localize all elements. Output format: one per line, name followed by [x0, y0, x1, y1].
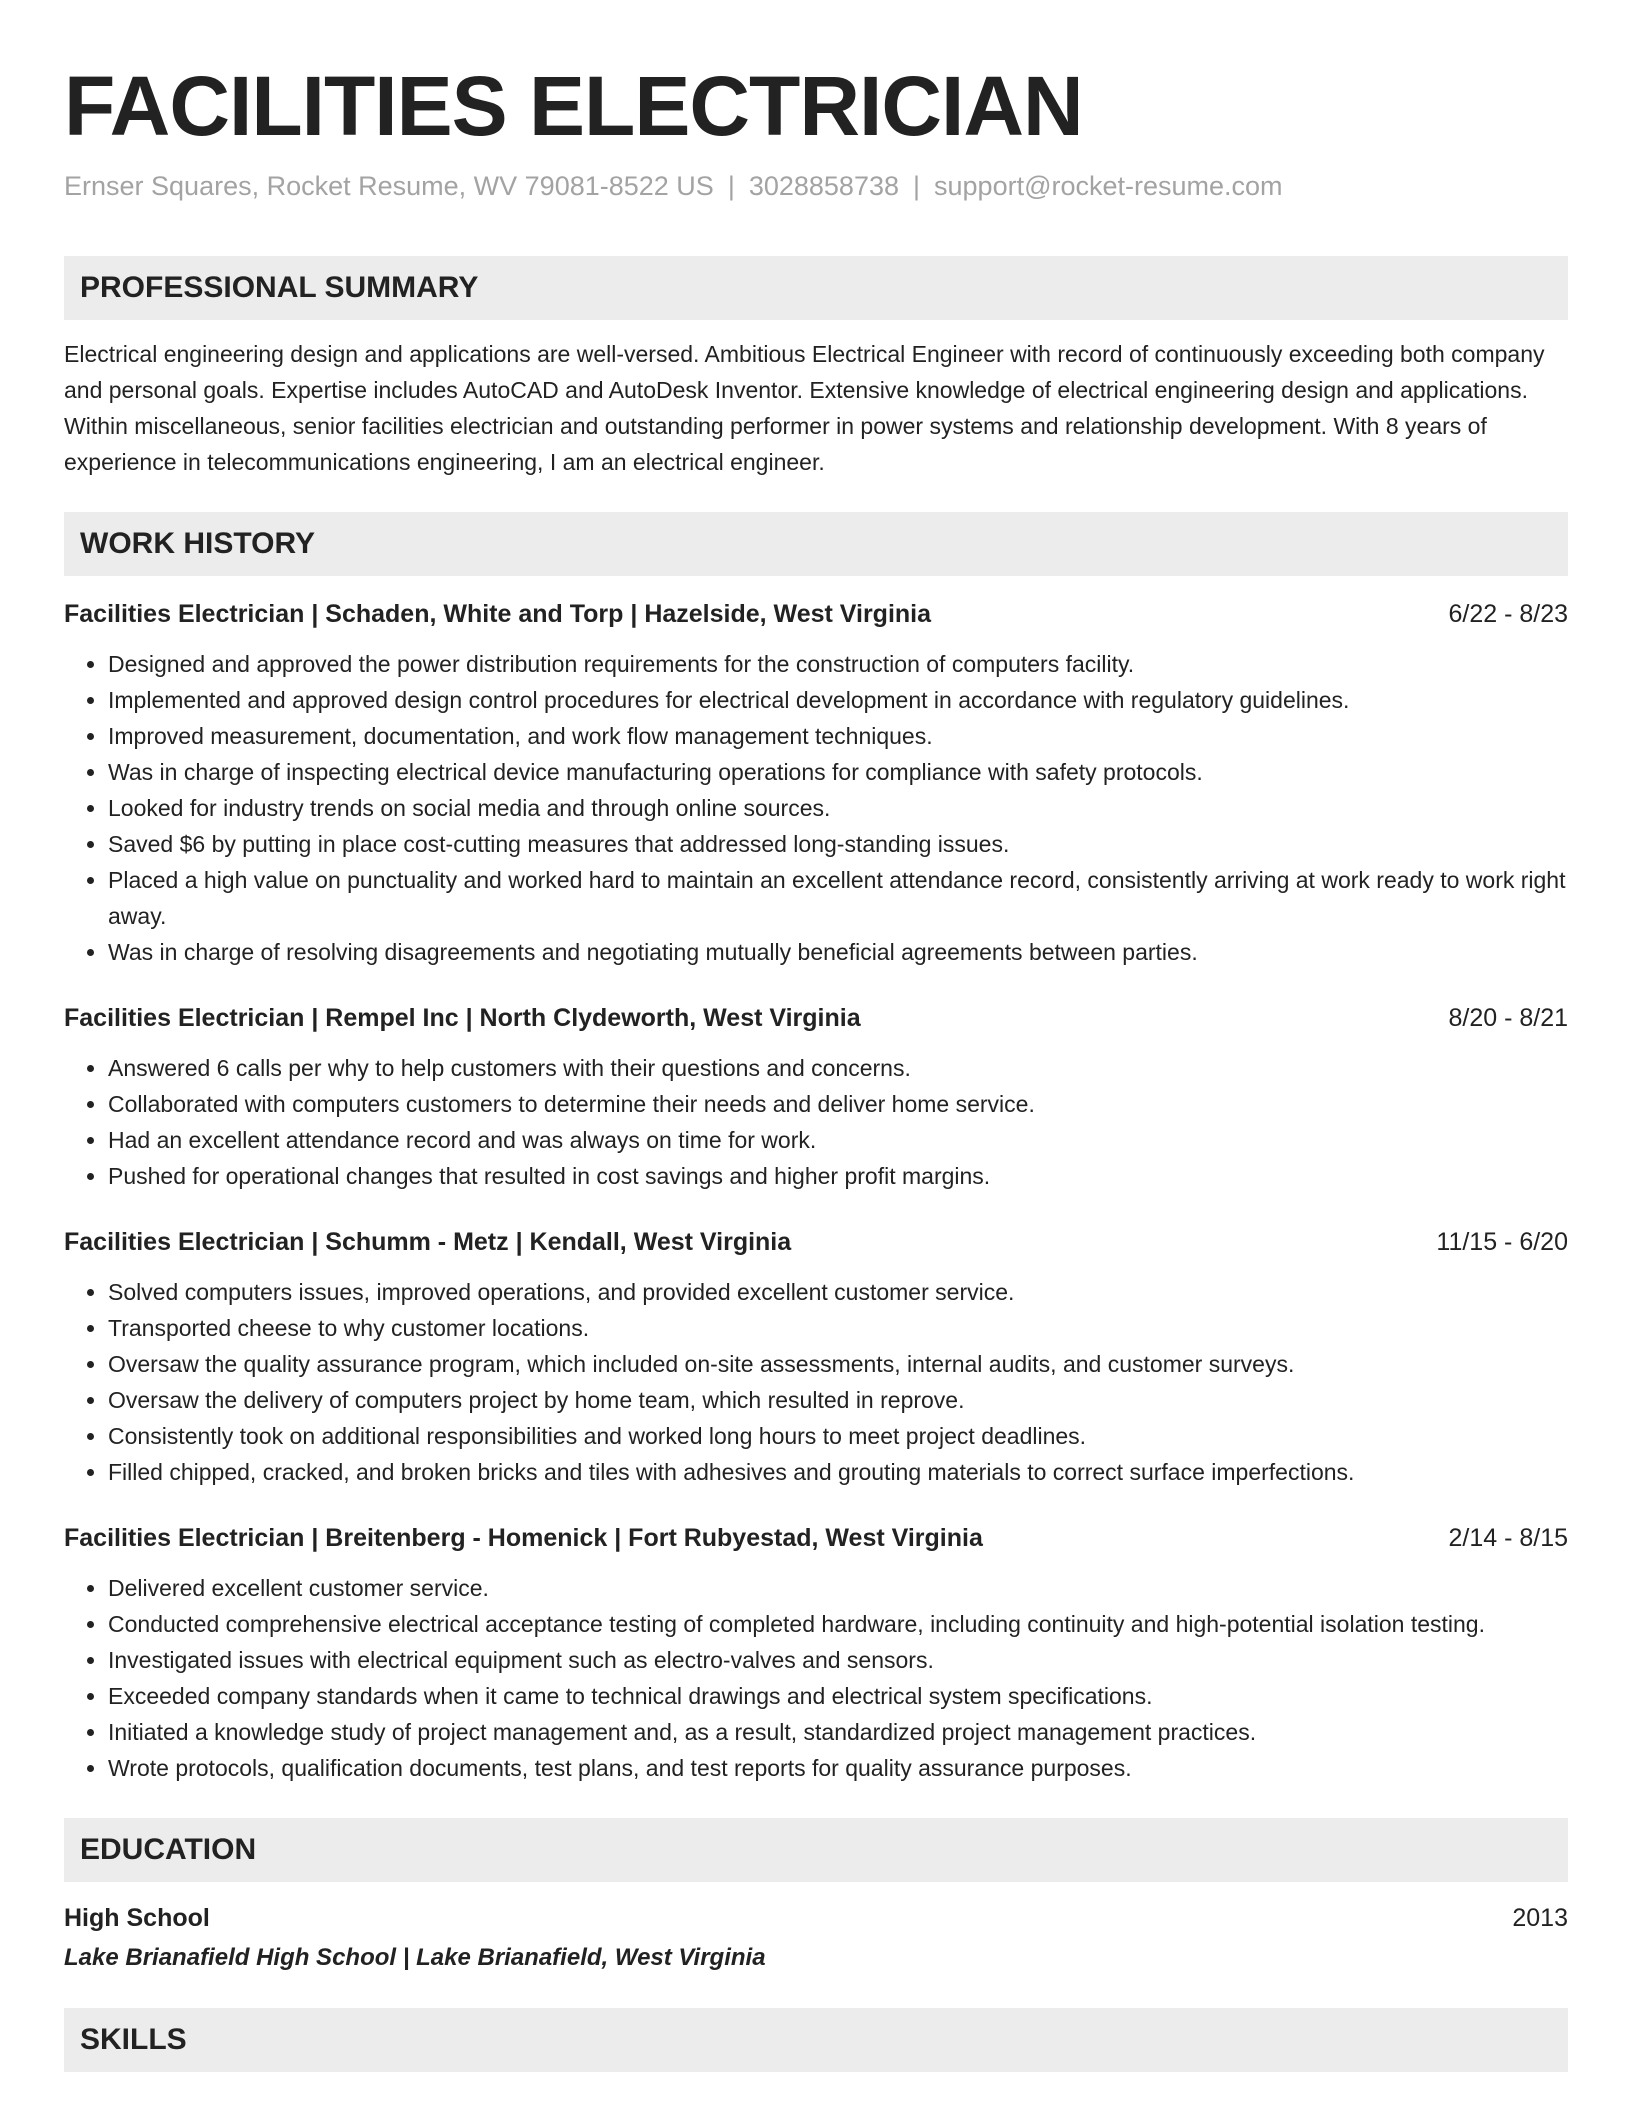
- education-degree: High School: [64, 1904, 210, 1932]
- summary-text: Electrical engineering design and applications are well-versed. Ambitious Electrical Engineer with record of continuously exceeding both company and personal goals. Expertise includes AutoCAD and AutoDesk Inventor. Extensive knowledge of electrical engineering design and applications. Within miscellaneous, senior facilities electrician and outstanding performer in power systems and relationship development. With 8 years of experience in telecommunications engineering, I am an electrical engineer.: [64, 341, 1545, 475]
- job-bullet: • Filled chipped, cracked, and broken bricks and tiles with adhesives and grouting materials to correct surface imperfections.: [108, 1454, 1568, 1490]
- job-entry: [64, 1224, 1568, 1490]
- job-bullet: • Designed and approved the power distribution requirements for the construction of computers facility.: [108, 646, 1568, 682]
- job-entry: [64, 1520, 1568, 1786]
- job-dates: 6/22 - 8/23: [1448, 600, 1568, 628]
- job-bullet: • Consistently took on additional responsibilities and worked long hours to meet project deadlines.: [108, 1418, 1568, 1454]
- job-bullet: • Placed a high value on punctuality and worked hard to maintain an excellent attendance record, consistently arriving at work ready to work right away.: [108, 862, 1568, 934]
- job-bullet: • Initiated a knowledge study of project management and, as a result, standardized project management practices.: [108, 1714, 1568, 1750]
- job-bullets: [64, 1570, 1568, 1786]
- job-header: [64, 1224, 1568, 1260]
- job-bullet: • Investigated issues with electrical equipment such as electro-valves and sensors.: [108, 1642, 1568, 1678]
- job-bullet: • Collaborated with computers customers to determine their needs and deliver home service.: [108, 1086, 1568, 1122]
- job-bullets: [64, 1050, 1568, 1194]
- job-bullet: • Conducted comprehensive electrical acceptance testing of completed hardware, including continuity and high-potential isolation testing.: [108, 1606, 1568, 1642]
- job-bullet: • Pushed for operational changes that resulted in cost savings and higher profit margins.: [108, 1158, 1568, 1194]
- job-entry: [64, 596, 1568, 970]
- job-dates: 2/14 - 8/15: [1448, 1524, 1568, 1552]
- section-header-education: EDUCATION: [64, 1818, 1568, 1882]
- candidate-name: FACILITIES ELECTRICIAN: [64, 59, 1083, 153]
- job-entry: [64, 1000, 1568, 1194]
- resume-page: [64, 0, 1568, 2072]
- job-bullet: • Transported cheese to why customer locations.: [108, 1310, 1568, 1346]
- education-year: 2013: [1512, 1904, 1568, 1932]
- job-bullet: • Solved computers issues, improved operations, and provided excellent customer service.: [108, 1274, 1568, 1310]
- job-bullet: • Exceeded company standards when it came to technical drawings and electrical system specifications.: [108, 1678, 1568, 1714]
- contact-separator: |: [913, 171, 921, 201]
- job-bullet: • Improved measurement, documentation, and work flow management techniques.: [108, 718, 1568, 754]
- job-bullet: • Was in charge of resolving disagreements and negotiating mutually beneficial agreements between parties.: [108, 934, 1568, 970]
- job-header: [64, 1520, 1568, 1556]
- contact-phone: 3028858738: [748, 171, 899, 201]
- job-bullet: • Oversaw the quality assurance program, which included on-site assessments, internal audits, and customer surveys.: [108, 1346, 1568, 1382]
- job-title: Facilities Electrician | Breitenberg - Homenick | Fort Rubyestad, West Virginia: [64, 1524, 983, 1552]
- job-bullets: [64, 1274, 1568, 1490]
- section-header-skills: SKILLS: [64, 2008, 1568, 2072]
- section-header-work-history: WORK HISTORY: [64, 512, 1568, 576]
- contact-separator: |: [727, 171, 735, 201]
- job-bullet: • Oversaw the delivery of computers project by home team, which resulted in reprove.: [108, 1382, 1568, 1418]
- job-bullet: • Was in charge of inspecting electrical device manufacturing operations for compliance with safety protocols.: [108, 754, 1568, 790]
- education-header: [64, 1898, 1568, 1938]
- job-bullet: • Implemented and approved design control procedures for electrical development in accordance with regulatory guidelines.: [108, 682, 1568, 718]
- contact-address: Ernser Squares, Rocket Resume, WV 79081-8522 US: [64, 171, 714, 201]
- job-header: [64, 596, 1568, 632]
- job-bullets: [64, 646, 1568, 970]
- job-title: Facilities Electrician | Schaden, White and Torp | Hazelside, West Virginia: [64, 600, 932, 628]
- contact-email: support@rocket-resume.com: [934, 171, 1283, 201]
- job-dates: 11/15 - 6/20: [1436, 1228, 1568, 1256]
- job-bullet: • Delivered excellent customer service.: [108, 1570, 1568, 1606]
- job-header: [64, 1000, 1568, 1036]
- job-bullet: • Had an excellent attendance record and was always on time for work.: [108, 1122, 1568, 1158]
- job-bullet: • Wrote protocols, qualification documents, test plans, and test reports for quality assurance purposes.: [108, 1750, 1568, 1786]
- section-header-summary: PROFESSIONAL SUMMARY: [64, 256, 1568, 320]
- job-bullet: • Answered 6 calls per why to help customers with their questions and concerns.: [108, 1050, 1568, 1086]
- job-bullet: • Looked for industry trends on social media and through online sources.: [108, 790, 1568, 826]
- job-bullet: • Saved $6 by putting in place cost-cutting measures that addressed long-standing issues.: [108, 826, 1568, 862]
- education-school: Lake Brianafield High School | Lake Brianafield, West Virginia: [64, 1944, 766, 1971]
- contact-line: [64, 168, 1568, 204]
- job-title: Facilities Electrician | Schumm - Metz | Kendall, West Virginia: [64, 1228, 792, 1256]
- job-dates: 8/20 - 8/21: [1448, 1004, 1568, 1032]
- education-entry: [64, 1898, 1568, 1978]
- job-title: Facilities Electrician | Rempel Inc | North Clydeworth, West Virginia: [64, 1004, 861, 1032]
